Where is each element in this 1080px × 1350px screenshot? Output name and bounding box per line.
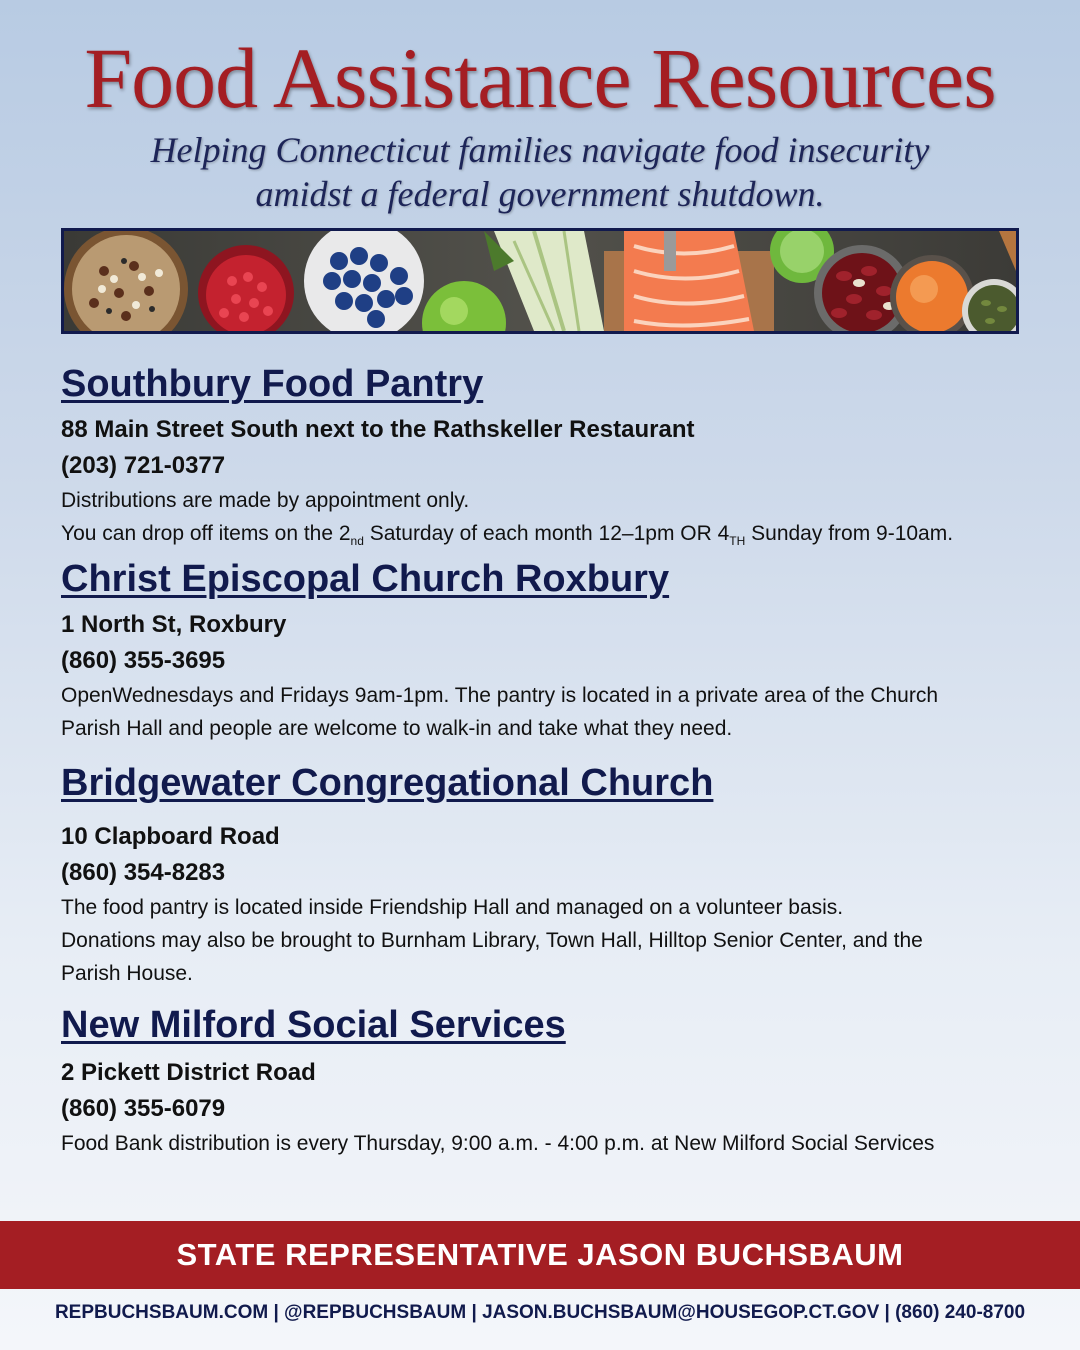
footer-contact-line[interactable]: REPBUCHSBAUM.COM | @REPBUCHSBAUM | JASON.BUCHSBAUM@HOUSEGOP.CT.GOV | (860) 240-8700 bbox=[54, 1302, 1026, 1323]
food-banner-image bbox=[61, 228, 1019, 334]
page-subtitle bbox=[0, 128, 1080, 216]
ordinal-suffix: nd bbox=[350, 534, 364, 549]
section-description-line: Parish Hall and people are welcome to walk-in and take what they need. bbox=[61, 717, 733, 740]
section-title[interactable]: Christ Episcopal Church Roxbury bbox=[61, 558, 670, 600]
blueberries-bowl-icon bbox=[304, 231, 424, 331]
subtitle-line-1: Helping Connecticut families navigate food insecurity bbox=[150, 130, 930, 170]
mixed-beans-bowl-icon bbox=[64, 231, 188, 331]
section-phone[interactable]: (203) 721-0377 bbox=[61, 452, 226, 479]
section-christ-episcopal-church bbox=[61, 557, 1051, 745]
ordinal-suffix: TH bbox=[729, 534, 746, 549]
section-bridgewater-congregational bbox=[61, 761, 1051, 990]
section-address: 2 Pickett District Road bbox=[61, 1059, 316, 1086]
section-description-line bbox=[61, 517, 1051, 558]
section-address: 1 North St, Roxbury bbox=[61, 611, 287, 638]
section-title[interactable]: Bridgewater Congregational Church bbox=[61, 762, 714, 804]
pomegranate-icon bbox=[198, 245, 294, 331]
section-address: 10 Clapboard Road bbox=[61, 823, 280, 850]
section-southbury-food-pantry bbox=[61, 362, 1051, 558]
section-description-line: OpenWednesdays and Fridays 9am-1pm. The pantry is located in a private area of the Church bbox=[61, 684, 939, 707]
section-new-milford-social-services bbox=[61, 1003, 1051, 1160]
section-description-line: The food pantry is located inside Friendship Hall and managed on a volunteer basis. bbox=[61, 896, 844, 919]
section-phone[interactable]: (860) 355-3695 bbox=[61, 647, 226, 674]
description-fragment: You can drop off items on the 2 bbox=[61, 522, 351, 545]
subtitle-line-2: amidst a federal government shutdown. bbox=[255, 174, 825, 214]
page-title: Food Assistance Resources bbox=[84, 30, 996, 126]
section-title[interactable]: New Milford Social Services bbox=[61, 1004, 566, 1046]
section-phone[interactable]: (860) 355-6079 bbox=[61, 1095, 226, 1122]
description-fragment: Saturday of each month 12–1pm OR 4 bbox=[363, 522, 730, 545]
salmon-fillet-icon bbox=[604, 231, 774, 331]
section-address: 88 Main Street South next to the Rathskeller Restaurant bbox=[61, 416, 695, 443]
description-fragment: Sunday from 9-10am. bbox=[745, 522, 954, 545]
section-description-line: Distributions are made by appointment only. bbox=[61, 489, 470, 512]
section-description-line: Food Bank distribution is every Thursday, 9:00 a.m. - 4:00 p.m. at New Milford Social Services bbox=[61, 1132, 935, 1155]
green-apple-icon bbox=[422, 281, 506, 331]
section-description-line: Donations may also be brought to Burnham Library, Town Hall, Hilltop Senior Center, and the bbox=[61, 929, 923, 952]
section-title[interactable]: Southbury Food Pantry bbox=[61, 363, 484, 405]
section-phone[interactable]: (860) 354-8283 bbox=[61, 859, 226, 886]
red-lentils-bowl-icon bbox=[890, 255, 974, 331]
section-description-line: Parish House. bbox=[61, 962, 193, 985]
footer-representative-banner: STATE REPRESENTATIVE JASON BUCHSBAUM bbox=[0, 1221, 1080, 1289]
